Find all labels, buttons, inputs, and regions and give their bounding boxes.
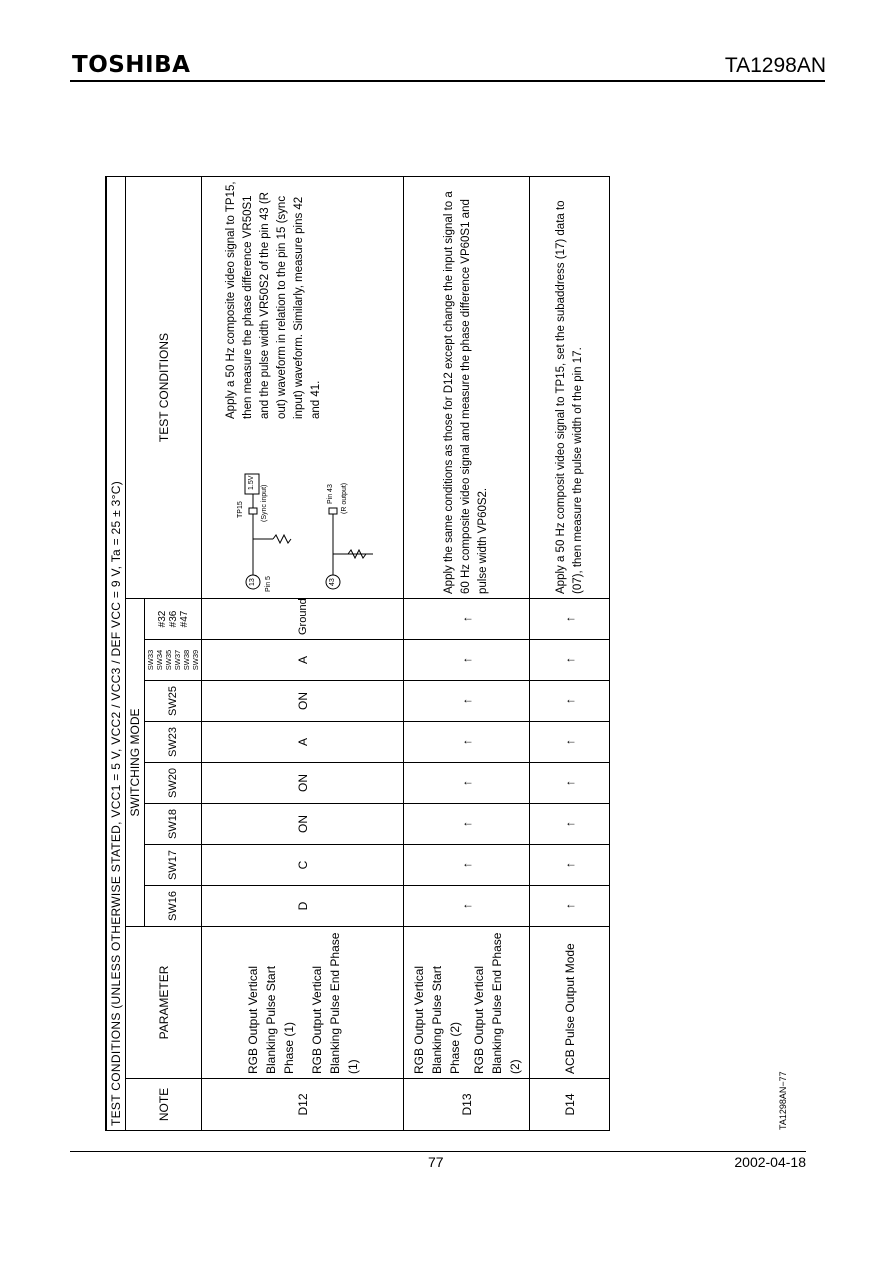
- sw-value: ↑: [530, 845, 610, 886]
- parameter-cell: [530, 927, 610, 1079]
- r-output-label: (R output): [340, 482, 348, 514]
- header-rule: [70, 80, 825, 82]
- sync-input-label: (Sync input): [260, 484, 268, 522]
- sw-value: ↑: [404, 640, 530, 681]
- note-cell: D14: [530, 1079, 610, 1131]
- sw-header: SW23: [145, 722, 202, 763]
- condition-text: Apply the same conditions as those for D12 except change the input signal to a 60 Hz composite video signal and measure the phase difference VP60S1 and pulse width VP60S2.: [404, 176, 530, 598]
- sw-value: Ground: [202, 599, 404, 640]
- note-cell: D13: [404, 1079, 530, 1131]
- pin43-name-label: Pin 43: [326, 484, 334, 504]
- footer-date: 2002-04-18: [734, 1154, 806, 1170]
- footer-rule: [70, 1151, 806, 1152]
- sw-value: ↑: [530, 681, 610, 722]
- sw-value: ↑: [404, 886, 530, 927]
- sw-header: SW33 SW34 SW35 SW37 SW38 SW39: [145, 640, 202, 681]
- sw-value: A: [202, 722, 404, 763]
- page-number: 77: [428, 1154, 444, 1170]
- sw-value: ↑: [530, 722, 610, 763]
- pin13-label: 13: [248, 578, 256, 586]
- condition-text: Apply a 50 Hz composit video signal to TP15, set the subaddress (17) data to (07), then measure the pulse width of the pin 17.: [530, 176, 610, 598]
- switching-mode-header: SWITCHING MODE: [126, 599, 145, 927]
- sw-value: ↑: [530, 640, 610, 681]
- parameter-text: RGB Output Vertical Blanking Pulse Start Phase (1): [245, 965, 296, 1074]
- table-title: TEST CONDITIONS (UNLESS OTHERWISE STATED, VCC1 = 5 V, VCC2 / VCC3 / DEF VCC = 9 V, Ta = 25 ± 3°C): [106, 176, 126, 1130]
- note-header: NOTE: [126, 1079, 202, 1131]
- circuit-diagram: [223, 419, 383, 594]
- sw-value: C: [202, 845, 404, 886]
- side-reference: TA1298AN−77: [778, 1071, 788, 1130]
- pin43-label: 43: [328, 578, 336, 586]
- parameter-text: RGB Output Vertical Blanking Pulse End Phase (2): [471, 932, 522, 1074]
- voltage-label: 1.5V: [247, 475, 255, 490]
- sw-value: ↑: [404, 804, 530, 845]
- sw-value: ↑: [530, 804, 610, 845]
- sw-value: ↑: [404, 681, 530, 722]
- circuit-svg: [223, 419, 383, 594]
- test-conditions-table: [105, 176, 610, 1131]
- sw-value: ↑: [530, 763, 610, 804]
- parameter-cell: [404, 927, 530, 1079]
- parameter-header: PARAMETER: [126, 927, 202, 1079]
- parameter-text: RGB Output Vertical Blanking Pulse Start Phase (2): [411, 965, 462, 1074]
- note-cell: D12: [202, 1079, 404, 1131]
- sw-value: A: [202, 640, 404, 681]
- sw-value: ON: [202, 681, 404, 722]
- toshiba-logo: TOSHIBA: [72, 52, 191, 78]
- pin5-label: Pin 5: [264, 576, 272, 592]
- parameter-text: RGB Output Vertical Blanking Pulse End Phase (1): [309, 932, 360, 1074]
- sw-value: ↑: [530, 886, 610, 927]
- sw-value: ON: [202, 804, 404, 845]
- parameter-cell: [202, 927, 404, 1079]
- condition-text: Apply a 50 Hz composite video signal to TP15, then measure the phase difference VR50S1 and the pulse width VR50S2 of the pin 43 (R out) waveform in relation to the pin 15 (sync input) waveform. Similarly, measure pins 42 and 41.: [224, 181, 322, 419]
- tp15-label: TP15: [236, 501, 244, 518]
- sw-value: ↑: [530, 599, 610, 640]
- sw-value: D: [202, 886, 404, 927]
- part-number: TA1298AN: [724, 54, 826, 77]
- parameter-text: ACB Pulse Output Mode: [562, 943, 577, 1074]
- sw-value: ↑: [404, 763, 530, 804]
- sw-header: SW17: [145, 845, 202, 886]
- sw-header: SW25: [145, 681, 202, 722]
- sw-value: ↑: [404, 722, 530, 763]
- test-condition-cell: [202, 176, 404, 598]
- sw-header: SW18: [145, 804, 202, 845]
- sw-value: ON: [202, 763, 404, 804]
- sw-header: #32 #36 #47: [145, 599, 202, 640]
- test-conditions-table-rotated: [105, 177, 589, 1131]
- test-conditions-header: TEST CONDITIONS: [126, 176, 202, 598]
- sw-header: SW16: [145, 886, 202, 927]
- sw-header: SW20: [145, 763, 202, 804]
- sw-value: ↑: [404, 599, 530, 640]
- sw-value: ↑: [404, 845, 530, 886]
